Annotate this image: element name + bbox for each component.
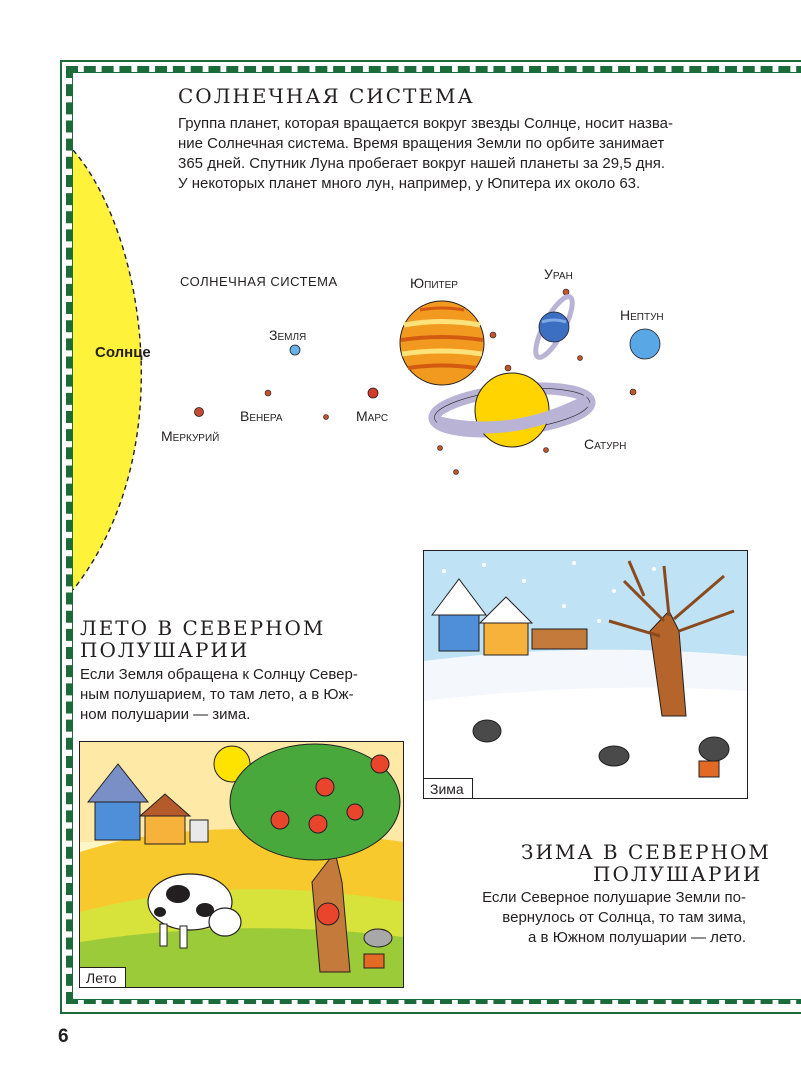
paragraph-line: ном полушарии — зима. <box>80 706 251 723</box>
summer-illustration <box>79 741 404 988</box>
uranus-label: Уран <box>544 266 573 282</box>
paragraph-line: Группа планет, которая вращается вокруг звезды Солнце, носит назва- <box>178 115 673 132</box>
paragraph-line: ным полушарием, то там лето, а в Юж- <box>80 686 354 703</box>
paragraph-line: Если Земля обращена к Солнцу Север- <box>80 666 358 683</box>
saturn-label: Сатурн <box>584 436 627 452</box>
solar-system-heading: СОЛНЕЧНАЯ СИСТЕМА <box>178 84 475 108</box>
sun-label: Солнце <box>95 344 151 361</box>
jupiter-label: Юпитер <box>410 275 458 291</box>
winter-caption: Зима <box>424 778 473 798</box>
paragraph-line: ние Солнечная система. Время вращения Земли по орбите занимает <box>178 135 665 152</box>
winter-heading-line2: ПОЛУШАРИИ <box>593 862 763 886</box>
mars-label: Марс <box>356 408 389 424</box>
paragraph-line: 365 дней. Спутник Луна пробегает вокруг нашей планеты за 29,5 дня. <box>178 155 666 172</box>
summer-heading-line2: ПОЛУШАРИИ <box>80 638 250 662</box>
venus-label: Венера <box>240 408 283 424</box>
neptune-label: Нептун <box>620 307 664 323</box>
uranus-planet <box>529 292 579 361</box>
paragraph-line: У некоторых планет много лун, например, у Юпитера их около 63. <box>178 175 641 192</box>
neptune-planet <box>630 329 660 359</box>
summer-scene <box>80 742 403 987</box>
summer-heading-line1: ЛЕТО В СЕВЕРНОМ <box>80 616 326 640</box>
paragraph-line: Если Северное полушарие Земли по- <box>482 889 746 906</box>
jupiter-planet <box>400 301 484 385</box>
diagram-title: СОЛНЕЧНАЯ СИСТЕМА <box>180 274 338 289</box>
mercury-label: Меркурий <box>161 428 220 444</box>
mars-planet <box>368 388 378 398</box>
winter-heading-line1: ЗИМА В СЕВЕРНОМ <box>521 840 771 864</box>
sun-illustration <box>73 150 173 590</box>
page-number: 6 <box>58 1026 69 1047</box>
summer-caption: Лето <box>80 967 126 987</box>
paragraph-line: а в Южном полушарии — лето. <box>528 929 746 946</box>
earth-planet <box>290 345 300 355</box>
winter-scene <box>424 551 747 798</box>
paragraph-line: вернулось от Солнца, то там зима, <box>502 909 746 926</box>
earth-label: Земля <box>269 327 307 343</box>
saturn-planet <box>432 373 591 447</box>
winter-illustration <box>423 550 748 799</box>
mercury-planet <box>195 408 204 417</box>
